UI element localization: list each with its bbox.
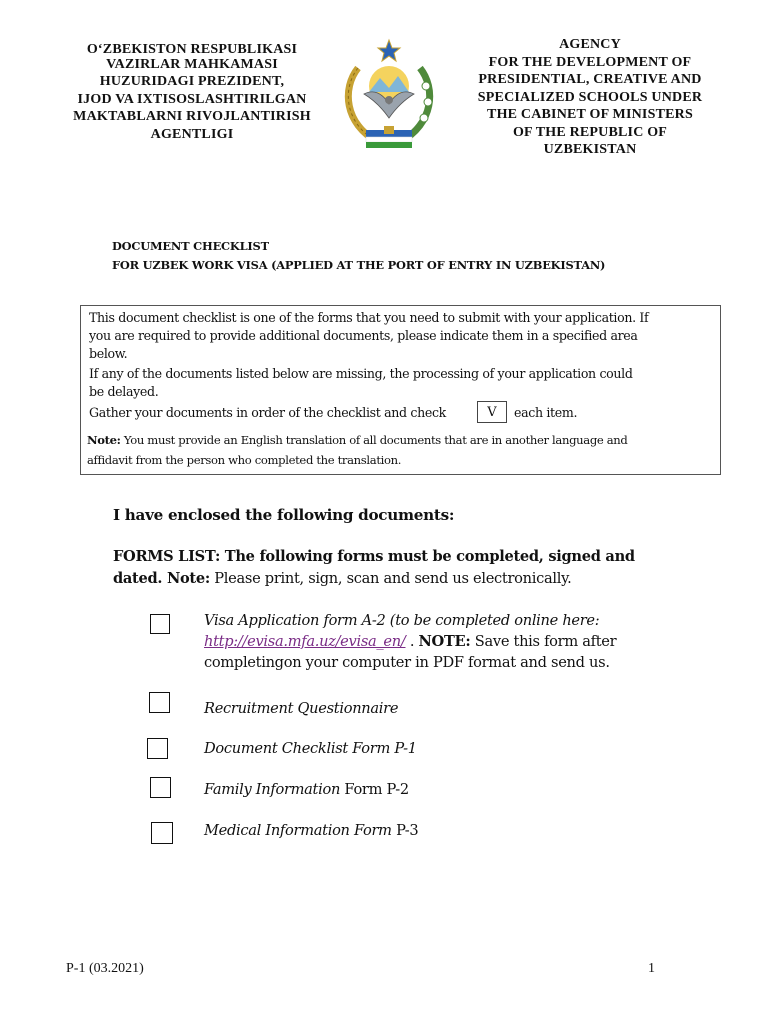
header-left-line: O‘ZBEKISTON RESPUBLIKASI bbox=[86, 42, 298, 57]
checkbox-visa-application[interactable] bbox=[150, 614, 170, 634]
item-medical-information bbox=[204, 822, 418, 839]
instruction-line: you are required to provide additional documents, please indicate them in a specified area bbox=[89, 328, 638, 343]
document-subtitle: FOR UZBEK WORK VISA (APPLIED AT THE PORT OF ENTRY IN UZBEKISTAN) bbox=[112, 258, 606, 272]
header-right-line: AGENCY bbox=[559, 37, 621, 52]
header-right-line: UZBEKISTAN bbox=[543, 142, 637, 157]
form-code: P-1 (03.2021) bbox=[66, 961, 144, 976]
checkbox-medical-information[interactable] bbox=[151, 822, 173, 844]
medical-information-label: Medical Information Form bbox=[204, 822, 392, 839]
header-right-line: FOR THE DEVELOPMENT OF bbox=[488, 54, 692, 70]
checkbox-recruitment-questionnaire[interactable] bbox=[149, 692, 170, 713]
instruction-line: each item. bbox=[514, 405, 578, 420]
note-label: Note: bbox=[87, 433, 121, 447]
note-line: affidavit from the person who completed the translation. bbox=[87, 453, 402, 467]
instruction-line: below. bbox=[89, 346, 128, 361]
instruction-line: be delayed. bbox=[89, 384, 159, 399]
item-family-information bbox=[204, 781, 409, 798]
visa-note-text: Save this form after bbox=[470, 633, 617, 650]
header-right-english bbox=[462, 36, 718, 159]
page-number: 1 bbox=[648, 961, 655, 976]
item-visa-application-line2: http://evisa.mfa.uz/evisa_en/ . NOTE: Save this form after bbox=[204, 633, 617, 650]
forms-list-note bbox=[113, 570, 571, 587]
header-left-line: VAZIRLAR MAHKAMASI bbox=[106, 56, 278, 72]
check-mark-example: V bbox=[477, 401, 507, 423]
forms-list-note-label: dated. Note: bbox=[113, 570, 210, 587]
header-left-line: AGENTLIGI bbox=[150, 126, 234, 142]
instruction-line: If any of the documents listed below are missing, the processing of your application could bbox=[89, 366, 633, 381]
forms-list-heading: FORMS LIST: The following forms must be completed, signed and bbox=[113, 548, 635, 565]
item-recruitment-questionnaire: Recruitment Questionnaire bbox=[204, 700, 399, 717]
item-document-checklist: Document Checklist Form P-1 bbox=[204, 740, 417, 757]
header-right-line: OF THE REPUBLIC OF bbox=[512, 124, 668, 140]
document-title: DOCUMENT CHECKLIST bbox=[112, 239, 269, 253]
state-emblem-icon bbox=[338, 38, 440, 150]
header-left-line: HUZURIDAGI PREZIDENT, bbox=[99, 74, 285, 89]
visa-note-label: NOTE: bbox=[418, 633, 471, 650]
item-visa-application-line1: Visa Application form A-2 (to be completed online here: bbox=[204, 612, 600, 629]
item-visa-application-line3: completingon your computer in PDF format and send us. bbox=[204, 654, 610, 671]
header-left-line: IJOD VA IXTISOSLASHTIRILGAN bbox=[77, 91, 307, 107]
header-right-line: THE CABINET OF MINISTERS bbox=[487, 107, 693, 122]
medical-information-form: P-3 bbox=[391, 822, 419, 839]
checkbox-family-information[interactable] bbox=[150, 777, 171, 798]
note-text: You must provide an English translation of all documents that are in another language and bbox=[120, 433, 628, 447]
checkbox-document-checklist[interactable] bbox=[147, 738, 168, 759]
enclosed-heading: I have enclosed the following documents: bbox=[113, 506, 455, 524]
instruction-line: Gather your documents in order of the checklist and check bbox=[89, 405, 446, 420]
family-information-form: Form P-2 bbox=[340, 781, 409, 798]
instruction-line: This document checklist is one of the forms that you need to submit with your application. If bbox=[89, 310, 649, 325]
header-right-line: PRESIDENTIAL, CREATIVE AND bbox=[478, 72, 702, 87]
evisa-link[interactable]: http://evisa.mfa.uz/evisa_en/ bbox=[204, 633, 406, 650]
note-line bbox=[87, 433, 628, 447]
header-right-line: SPECIALIZED SCHOOLS UNDER bbox=[477, 89, 703, 105]
header-left-uzbek bbox=[60, 41, 324, 143]
header-left-line: MAKTABLARNI RIVOJLANTIRISH bbox=[73, 109, 311, 124]
family-information-label: Family Information bbox=[204, 781, 341, 798]
instructions-box bbox=[80, 305, 721, 475]
forms-list-note-text: Please print, sign, scan and send us electronically. bbox=[209, 570, 572, 587]
